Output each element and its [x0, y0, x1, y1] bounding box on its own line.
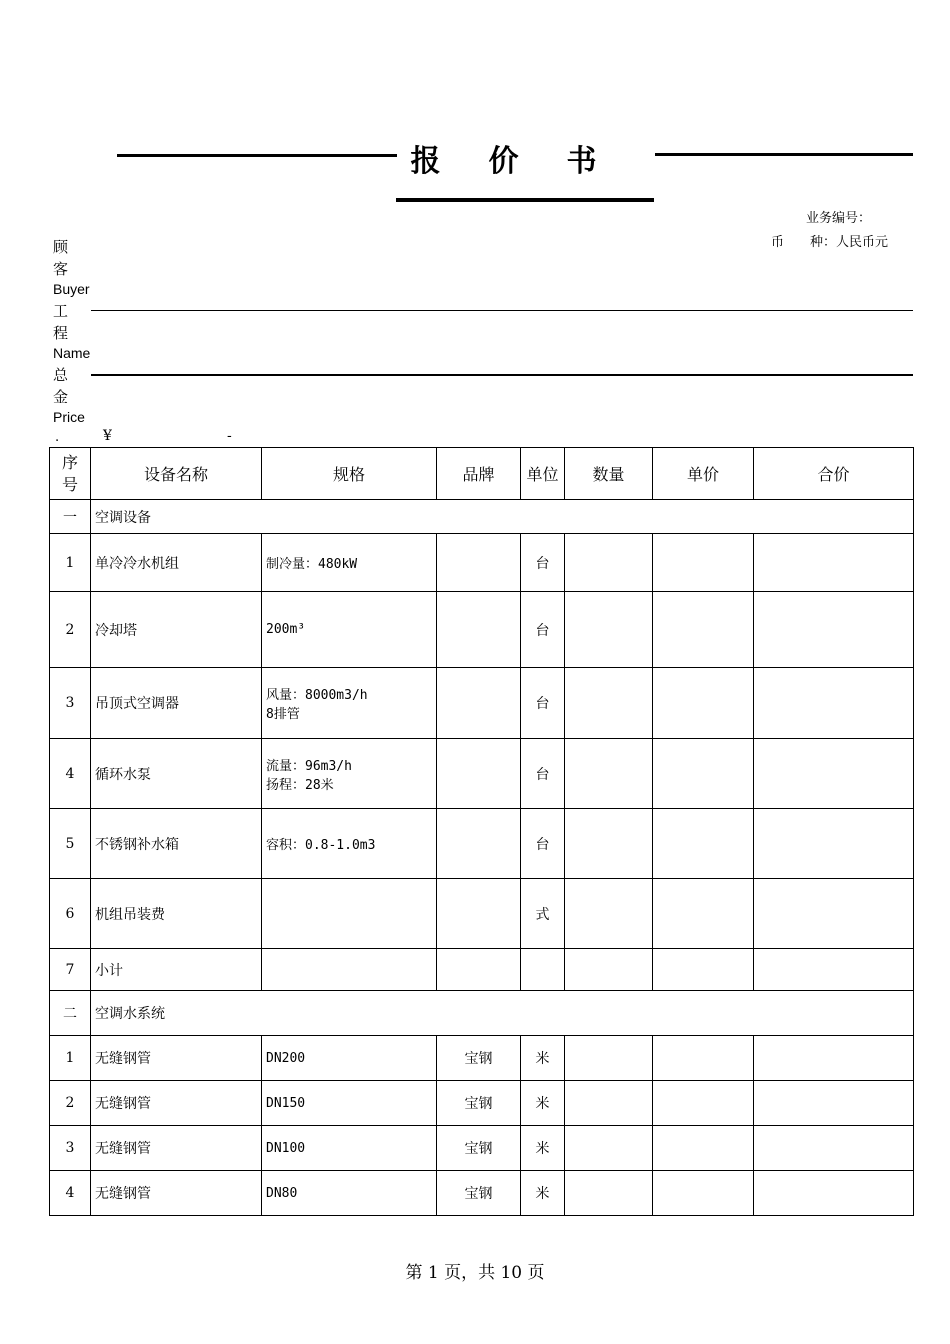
- row-qty[interactable]: [565, 668, 653, 739]
- table-row: [50, 739, 914, 809]
- row-no: 1: [50, 534, 91, 592]
- currency-value: 人民币元: [836, 235, 889, 250]
- table-row: [50, 592, 914, 668]
- row-brand: [437, 949, 521, 991]
- buyer-label-en: Buyer: [53, 281, 90, 297]
- row-spec: 200m³: [262, 592, 437, 668]
- row-qty[interactable]: [565, 1171, 653, 1216]
- row-no: 1: [50, 1036, 91, 1081]
- row-unit-price[interactable]: [653, 668, 754, 739]
- header-spec: 规格: [262, 448, 437, 500]
- table-header-row: [50, 448, 914, 500]
- section-no: 二: [50, 991, 91, 1036]
- row-total[interactable]: [754, 879, 914, 949]
- total-label-en: Price: [53, 409, 85, 425]
- title-char: 书: [566, 144, 645, 179]
- row-unit: 台: [521, 809, 565, 879]
- section-row: [50, 991, 914, 1036]
- row-spec: 制冷量：480kW: [262, 534, 437, 592]
- section-row: [50, 500, 914, 534]
- row-qty[interactable]: [565, 1036, 653, 1081]
- table-row: [50, 879, 914, 949]
- header-name: 设备名称: [91, 448, 262, 500]
- project-label-en: Name: [53, 345, 91, 361]
- row-brand: 宝钢: [437, 1171, 521, 1216]
- row-name: 机组吊装费: [91, 879, 262, 949]
- row-unit-price[interactable]: [653, 534, 754, 592]
- row-no: 2: [50, 592, 91, 668]
- row-no: 7: [50, 949, 91, 991]
- row-brand: [437, 534, 521, 592]
- row-unit: 台: [521, 739, 565, 809]
- row-no: 5: [50, 809, 91, 879]
- table-row: [50, 809, 914, 879]
- quotation-table: [49, 447, 914, 1216]
- row-spec: DN100: [262, 1126, 437, 1171]
- row-unit-price[interactable]: [653, 949, 754, 991]
- section-no: 一: [50, 500, 91, 534]
- row-total[interactable]: [754, 809, 914, 879]
- row-unit: 台: [521, 592, 565, 668]
- row-no: 4: [50, 739, 91, 809]
- section-name: 空调水系统: [91, 991, 914, 1036]
- header-qty: 数量: [565, 448, 653, 500]
- row-total[interactable]: [754, 1126, 914, 1171]
- table-row: [50, 534, 914, 592]
- row-no: 3: [50, 1126, 91, 1171]
- row-total[interactable]: [754, 534, 914, 592]
- header-brand: 品牌: [437, 448, 521, 500]
- row-unit: [521, 949, 565, 991]
- row-unit: 式: [521, 879, 565, 949]
- row-unit: 台: [521, 668, 565, 739]
- row-no: 4: [50, 1171, 91, 1216]
- title-underline: [396, 198, 654, 202]
- row-total[interactable]: [754, 668, 914, 739]
- row-spec: DN80: [262, 1171, 437, 1216]
- total-dot: .: [55, 430, 60, 445]
- row-unit-price[interactable]: [653, 1036, 754, 1081]
- row-name: 单冷冷水机组: [91, 534, 262, 592]
- total-label-cn: 总金: [53, 366, 69, 406]
- row-qty[interactable]: [565, 1081, 653, 1126]
- row-unit-price[interactable]: [653, 879, 754, 949]
- project-label-cn: 工程: [53, 302, 69, 342]
- row-brand: [437, 879, 521, 949]
- row-name: 循环水泵: [91, 739, 262, 809]
- row-spec: 风量：8000m3/h 8排管: [262, 668, 437, 739]
- header-total: 合价: [754, 448, 914, 500]
- row-spec: [262, 879, 437, 949]
- row-brand: 宝钢: [437, 1126, 521, 1171]
- table-row: [50, 1036, 914, 1081]
- row-qty[interactable]: [565, 739, 653, 809]
- buyer-project-divider: [91, 310, 913, 311]
- total-amount-dash: -: [227, 428, 232, 444]
- row-name: 无缝钢管: [91, 1081, 262, 1126]
- row-total[interactable]: [754, 949, 914, 991]
- row-qty[interactable]: [565, 809, 653, 879]
- currency-row: [771, 231, 888, 250]
- document-title: [400, 138, 655, 182]
- row-unit-price[interactable]: [653, 809, 754, 879]
- row-no: 2: [50, 1081, 91, 1126]
- row-spec: 流量：96m3/h 扬程：28米: [262, 739, 437, 809]
- section-name: 空调设备: [91, 500, 914, 534]
- row-unit-price[interactable]: [653, 1081, 754, 1126]
- title-rule-left: [117, 154, 397, 157]
- row-total[interactable]: [754, 592, 914, 668]
- title-char: 价: [488, 144, 567, 179]
- row-name: 无缝钢管: [91, 1126, 262, 1171]
- row-name: 冷却塔: [91, 592, 262, 668]
- yen-symbol: ¥: [103, 428, 112, 444]
- project-total-divider: [91, 374, 913, 376]
- row-spec: [262, 949, 437, 991]
- row-qty[interactable]: [565, 592, 653, 668]
- header-unit-price: 单价: [653, 448, 754, 500]
- page-footer: 第 1 页，共 10 页: [405, 1263, 545, 1283]
- row-spec: 容积：0.8-1.0m3: [262, 809, 437, 879]
- row-brand: 宝钢: [437, 1036, 521, 1081]
- row-qty[interactable]: [565, 534, 653, 592]
- business-number-label: 业务编号：: [806, 211, 872, 226]
- row-name: 无缝钢管: [91, 1036, 262, 1081]
- row-brand: [437, 809, 521, 879]
- row-brand: 宝钢: [437, 1081, 521, 1126]
- row-total[interactable]: [754, 1171, 914, 1216]
- row-qty[interactable]: [565, 879, 653, 949]
- project-label: [53, 300, 91, 362]
- table-row: [50, 668, 914, 739]
- row-name: 小计: [91, 949, 262, 991]
- row-unit-price[interactable]: [653, 1171, 754, 1216]
- table-row: [50, 1126, 914, 1171]
- row-unit-price[interactable]: [653, 1126, 754, 1171]
- table-row: [50, 1081, 914, 1126]
- row-no: 3: [50, 668, 91, 739]
- total-price-label: [53, 364, 91, 426]
- row-total[interactable]: [754, 1081, 914, 1126]
- row-brand: [437, 739, 521, 809]
- row-unit: 米: [521, 1171, 565, 1216]
- currency-label: 币 种：: [771, 235, 837, 250]
- row-qty[interactable]: [565, 949, 653, 991]
- row-name: 不锈钢补水箱: [91, 809, 262, 879]
- title-char: 报: [410, 144, 489, 179]
- row-name: 吊顶式空调器: [91, 668, 262, 739]
- row-no: 6: [50, 879, 91, 949]
- row-brand: [437, 668, 521, 739]
- row-total[interactable]: [754, 1036, 914, 1081]
- row-total[interactable]: [754, 739, 914, 809]
- table-row: [50, 1171, 914, 1216]
- row-unit: 米: [521, 1081, 565, 1126]
- title-rule-right: [655, 153, 913, 156]
- buyer-label: [53, 236, 91, 298]
- row-name: 无缝钢管: [91, 1171, 262, 1216]
- row-spec: DN150: [262, 1081, 437, 1126]
- row-qty[interactable]: [565, 1126, 653, 1171]
- row-unit: 米: [521, 1126, 565, 1171]
- row-unit: 米: [521, 1036, 565, 1081]
- buyer-label-cn: 顾客: [53, 238, 69, 278]
- header-unit: 单位: [521, 448, 565, 500]
- row-unit-price[interactable]: [653, 739, 754, 809]
- row-unit-price[interactable]: [653, 592, 754, 668]
- row-spec: DN200: [262, 1036, 437, 1081]
- header-no: 序号: [50, 448, 91, 500]
- row-unit: 台: [521, 534, 565, 592]
- table-row: [50, 949, 914, 991]
- row-brand: [437, 592, 521, 668]
